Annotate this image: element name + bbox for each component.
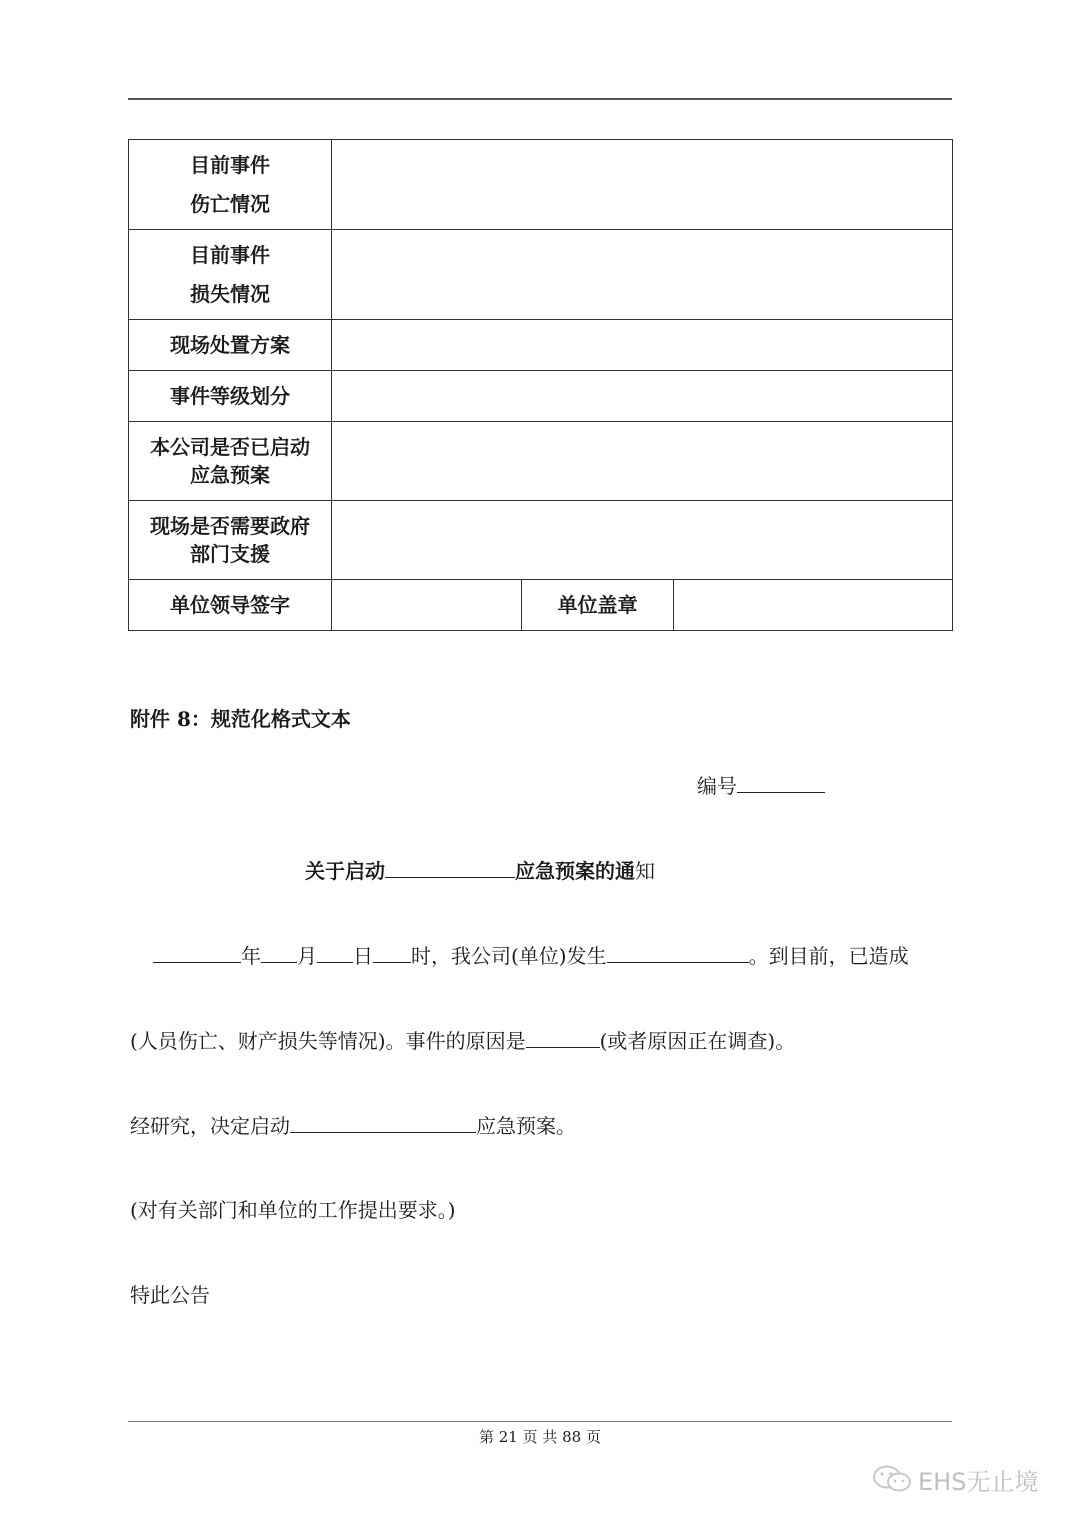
plan-started-value-cell[interactable]: [332, 422, 953, 501]
gov-support-value-cell[interactable]: [332, 501, 953, 580]
plan-blank[interactable]: [290, 1112, 476, 1133]
row-label: 目前事件 损失情况: [129, 230, 332, 320]
notice-paragraph-4: (对有关部门和单位的工作提出要求。): [130, 1198, 456, 1222]
row-label: 现场处置方案: [129, 320, 332, 371]
seal-label: 单位盖章: [522, 580, 674, 631]
table-row: [129, 230, 953, 320]
incident-report-table: [128, 139, 953, 631]
signature-label: 单位领导签字: [129, 580, 332, 631]
notice-title: 关于启动 应急预案的通知: [305, 859, 655, 883]
serial-number: [697, 770, 825, 799]
row-label: 现场是否需要政府 部门支援: [129, 501, 332, 580]
incident-blank[interactable]: [607, 942, 749, 963]
year-blank[interactable]: [153, 942, 241, 963]
hour-blank[interactable]: [373, 942, 411, 963]
wechat-icon: [872, 1464, 914, 1494]
table-row: [129, 580, 953, 631]
plan-name-blank[interactable]: [385, 857, 515, 878]
notice-paragraph-2: (人员伤亡、财产损失等情况)。事件的原因是 (或者原因正在调查)。: [130, 1029, 796, 1053]
serial-label: 编号: [697, 774, 737, 798]
notice-paragraph-3: 经研究，决定启动 应急预案。: [130, 1114, 576, 1138]
serial-blank[interactable]: [737, 772, 825, 793]
watermark-text: EHS无止境: [918, 1468, 1039, 1496]
table-row: [129, 501, 953, 580]
seal-value-cell[interactable]: [674, 580, 953, 631]
cause-blank[interactable]: [526, 1027, 600, 1048]
level-value-cell[interactable]: [332, 371, 953, 422]
day-blank[interactable]: [317, 942, 353, 963]
header-rule: [128, 98, 952, 100]
annex-title: 附件 8：规范化格式文本: [130, 707, 351, 731]
footer-rule: [128, 1421, 952, 1422]
onsite-plan-value-cell[interactable]: [332, 320, 953, 371]
row-label: 事件等级划分: [129, 371, 332, 422]
notice-closing: 特此公告: [130, 1283, 210, 1307]
row-label: 本公司是否已启动 应急预案: [129, 422, 332, 501]
signature-value-cell[interactable]: [332, 580, 522, 631]
table-row: [129, 140, 953, 230]
page-number: 第 21 页 共 88 页: [478, 1428, 601, 1446]
row-label: 目前事件 伤亡情况: [129, 140, 332, 230]
loss-value-cell[interactable]: [332, 230, 953, 320]
table-row: [129, 371, 953, 422]
table-row: [129, 422, 953, 501]
month-blank[interactable]: [261, 942, 297, 963]
notice-paragraph-1: 年 月 日 时，我公司(单位)发生 。到目前，已造成: [153, 940, 909, 969]
casualties-value-cell[interactable]: [332, 140, 953, 230]
table-row: [129, 320, 953, 371]
